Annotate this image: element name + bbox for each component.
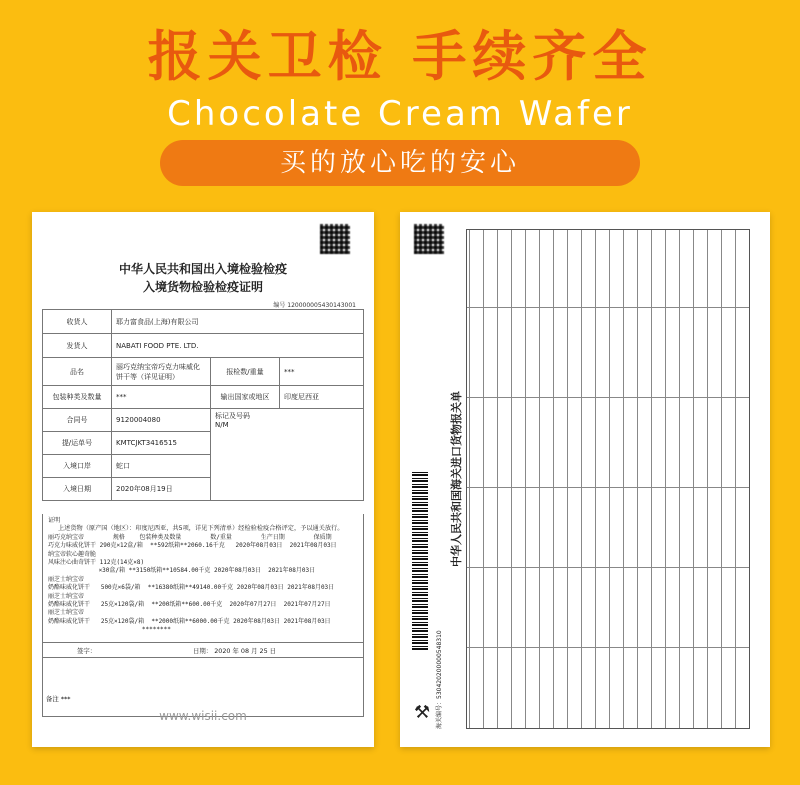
row-label: 包装种类及数量	[43, 386, 112, 409]
table-row	[43, 358, 364, 386]
certificate-title-line1: 中华人民共和国出入境检验检疫	[118, 262, 287, 276]
signature-row	[42, 642, 364, 658]
goods-line: 纳宝帝软心趣奇脆	[48, 550, 97, 558]
declaration-rotated-content	[410, 219, 760, 739]
marks-cell	[211, 409, 364, 501]
row-label: 报检数/重量	[211, 358, 280, 386]
row-label: 入境口岸	[43, 455, 112, 478]
goods-line: ×30盒/箱 **3150纸箱**10584.00千克 2020年08月03日 2021年08月03日	[48, 567, 316, 575]
table-row	[43, 310, 364, 334]
grid-divider	[467, 397, 749, 398]
banner-subtitle: Chocolate Cream Wafer	[167, 94, 633, 134]
row-value: 耶力富食品(上海)有限公司	[112, 310, 364, 334]
proof-label: 证明	[48, 517, 61, 524]
row-value: 印度尼西亚	[280, 386, 364, 409]
certificate-title-line2: 入境货物检验检疫证明	[142, 280, 263, 294]
row-label: 入境日期	[43, 478, 112, 501]
goods-line: 奶酪味威化饼干 25克×120袋/箱 **200纸箱**600.00千克 2020年07月27日 2021年07月27日	[48, 601, 331, 609]
row-label: 收货人	[43, 310, 112, 334]
row-label: 发货人	[43, 334, 112, 358]
goods-line: 丽芝士纳宝帝	[48, 575, 85, 583]
goods-line: ********	[48, 626, 171, 634]
grid-divider	[467, 487, 749, 488]
grid-divider	[467, 307, 749, 308]
row-label: 合同号	[43, 409, 112, 432]
row-value: 9120004080	[112, 409, 211, 432]
proof-text: 上述货物（原产国（地区）：印度尼西亚，共5项，详见下列清单）经检验检疫合格评定，予以通关放行。	[58, 525, 344, 533]
watermark: www.wisii.com	[159, 709, 247, 723]
goods-line: 丽芝士纳宝帝	[48, 592, 85, 600]
declaration-number: 海关编号：530420200000548310	[436, 630, 443, 729]
goods-line: 奶酪味威化饼干 500克×6袋/箱 **16380纸箱**49140.00千克 2020年08月03日 2021年08月03日	[48, 584, 335, 592]
row-value: ***	[280, 358, 364, 386]
row-label: 品名	[43, 358, 112, 386]
banner-tagline-pill: 买的放心吃的安心	[160, 140, 640, 186]
grid-divider	[467, 567, 749, 568]
customs-emblem-icon: ⚒	[414, 702, 431, 723]
goods-line: 奶酪味威化饼干 25克×120袋/箱 **2000纸箱**6000.00千克 2020年08月03日 2021年08月03日	[48, 617, 331, 625]
banner-headline: 报关卫检 手续齐全	[147, 25, 653, 88]
table-row	[43, 386, 364, 409]
row-value: ***	[112, 386, 211, 409]
remark: 备注 ***	[46, 695, 71, 703]
inspection-certificate	[32, 212, 374, 747]
row-value: N/M	[215, 421, 229, 429]
row-value: 2020年08月19日	[112, 478, 211, 501]
certificate-table	[42, 309, 364, 501]
date-label: 日期： 2020 年 08 月 25 日	[193, 647, 277, 655]
row-value: KMTCJKT3416515	[112, 432, 211, 455]
qr-code-icon	[320, 224, 350, 254]
customs-declaration	[400, 212, 770, 747]
grid-divider	[467, 647, 749, 648]
table-row	[43, 409, 364, 432]
sign-label: 签字：	[77, 647, 97, 655]
declaration-title: 中华人民共和国海关进口货物报关单	[450, 391, 463, 567]
row-label: 提/运单号	[43, 432, 112, 455]
row-value: NABATI FOOD PTE. LTD.	[112, 334, 364, 358]
row-value: 蛇口	[112, 455, 211, 478]
row-label: 标记及号码	[215, 412, 250, 420]
goods-header: 丽巧克纳宝帝 规格 包装种类及数量 数/重量 生产日期 保质期	[48, 533, 332, 541]
goods-line: 丽芝士纳宝帝	[48, 609, 85, 617]
certificate-proof-section	[42, 514, 364, 717]
certificate-number: 编号 120000005430143001	[273, 302, 356, 309]
row-value: 丽巧克纳宝帝巧克力味威化饼干等（详见证明）	[112, 358, 211, 386]
row-label: 输出国家或地区	[211, 386, 280, 409]
goods-line: 风味注心曲奇饼干 112克(14克×8)	[48, 559, 145, 567]
declaration-grid	[466, 229, 750, 729]
table-row	[43, 334, 364, 358]
goods-line: 巧克力味威化饼干 290克×12盒/箱 **592纸箱**2060.16千克 2020年08月03日 2021年08月03日	[48, 542, 337, 550]
